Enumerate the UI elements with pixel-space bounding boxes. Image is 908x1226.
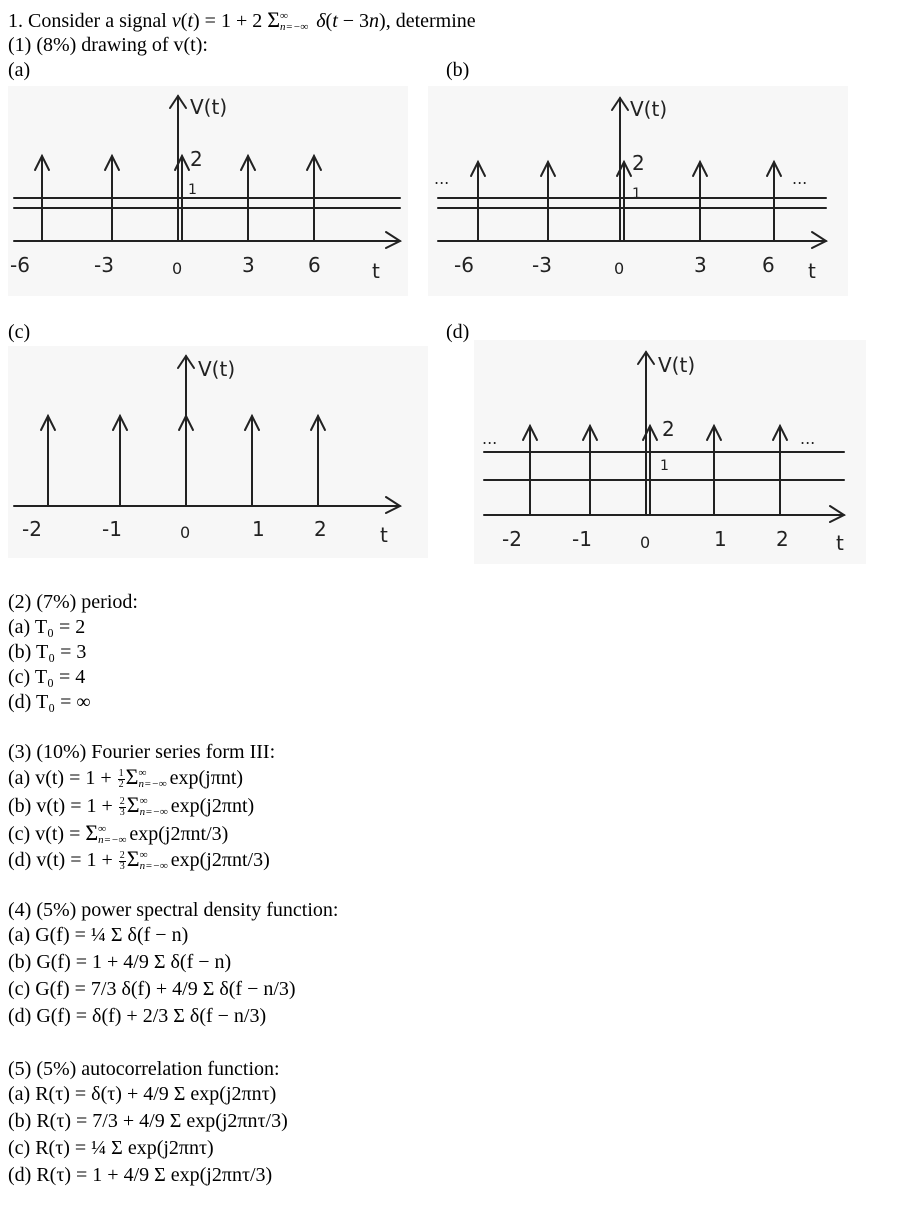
tick-label: 6: [308, 253, 321, 277]
q3-option-c: (c) v(t) = Σ ∞ n=−∞ exp(j2πnt/3): [8, 820, 229, 847]
q4-option-b: (b) G(f) = 1 + 4/9 Σ δ(f − n): [8, 951, 232, 973]
q3-option-a: (a) v(t) = 1 + $\frac{1}{2}$ Σ ∞ n=−∞ exp(jπnt): [8, 764, 244, 791]
tick-label: 3: [242, 253, 255, 277]
q2-option-d: (d) T₀ = ∞: [8, 691, 91, 713]
x-axis-label: t: [836, 531, 844, 555]
tick-label: 3: [694, 253, 707, 277]
q5-title: (5) (5%) autocorrelation function:: [8, 1058, 280, 1080]
tick-label: -6: [454, 253, 474, 277]
x-axis-label: t: [380, 523, 388, 547]
plot-panel-d: [474, 340, 866, 564]
tick-label: 0: [180, 523, 191, 542]
ellipsis-right: ...: [800, 429, 816, 448]
tick-label: 0: [172, 259, 183, 278]
panel-c-label: (c): [8, 321, 31, 343]
y-axis-label: V(t): [198, 357, 236, 381]
dc-value-label: 1: [632, 186, 641, 202]
ellipsis-right: ...: [792, 169, 808, 188]
q2-option-c: (c) T₀ = 4: [8, 666, 86, 688]
q3-title: (3) (10%) Fourier series form III:: [8, 741, 276, 763]
q5-option-c: (c) R(τ) = ¼ Σ exp(j2πnτ): [8, 1137, 214, 1159]
q2-option-b: (b) T₀ = 3: [8, 641, 87, 663]
q1-subquestion: (1) (8%) drawing of v(t):: [8, 34, 208, 56]
q4-title: (4) (5%) power spectral density function:: [8, 899, 339, 921]
ellipsis-left: ...: [482, 429, 498, 448]
tick-label: -2: [22, 517, 42, 541]
tick-label: 0: [640, 533, 651, 552]
q3-option-d: (d) v(t) = 1 + $\frac{2}{3}$ Σ ∞ n=−∞ exp(j2πnt/3): [8, 846, 270, 873]
q5-option-b: (b) R(τ) = 7/3 + 4/9 Σ exp(j2πnτ/3): [8, 1110, 288, 1132]
tick-label: -1: [572, 527, 592, 551]
tick-label: 2: [776, 527, 789, 551]
impulse-weight-label: 2: [662, 417, 675, 441]
tick-label: -1: [102, 517, 122, 541]
x-axis-label: t: [372, 259, 380, 283]
q2-title: (2) (7%) period:: [8, 591, 138, 613]
tick-label: -2: [502, 527, 522, 551]
plot-panel-b: [428, 86, 848, 296]
impulse-weight-label: 2: [632, 151, 645, 175]
y-axis-label: V(t): [658, 353, 696, 377]
plot-panel-c: [8, 346, 428, 558]
q2-option-a: (a) T₀ = 2: [8, 616, 86, 638]
tick-label: 6: [762, 253, 775, 277]
impulse-weight-label: 2: [190, 147, 203, 171]
q5-option-d: (d) R(τ) = 1 + 4/9 Σ exp(j2πnτ/3): [8, 1164, 273, 1186]
tick-label: -3: [94, 253, 114, 277]
q3-option-b: (b) v(t) = 1 + $\frac{2}{3}$ Σ ∞ n=−∞ exp(j2πnt): [8, 792, 255, 819]
tick-label: -3: [532, 253, 552, 277]
y-axis-label: V(t): [630, 97, 668, 121]
y-axis-label: V(t): [190, 95, 228, 119]
q4-option-d: (d) G(f) = δ(f) + 2/3 Σ δ(f − n/3): [8, 1005, 267, 1027]
tick-label: 1: [252, 517, 265, 541]
dc-value-label: 1: [660, 458, 669, 474]
dc-value-label: 1: [188, 182, 197, 198]
q5-option-a: (a) R(τ) = δ(τ) + 4/9 Σ exp(j2πnτ): [8, 1083, 277, 1105]
q4-option-a: (a) G(f) = ¼ Σ δ(f − n): [8, 924, 189, 946]
x-axis-label: t: [808, 259, 816, 283]
panel-a-label: (a): [8, 59, 31, 81]
tick-label: 2: [314, 517, 327, 541]
ellipsis-left: ...: [434, 169, 450, 188]
plot-panel-a: [8, 86, 408, 296]
tick-label: 0: [614, 259, 625, 278]
panel-b-label: (b): [446, 59, 470, 81]
q1-stem: 1. Consider a signal v(t) = 1 + 2 Σ ∞ n=−∞ δ(t − 3n), determine: [8, 7, 476, 34]
tick-label: 1: [714, 527, 727, 551]
q4-option-c: (c) G(f) = 7/3 δ(f) + 4/9 Σ δ(f − n/3): [8, 978, 296, 1000]
tick-label: -6: [10, 253, 30, 277]
panel-d-label: (d): [446, 321, 470, 343]
